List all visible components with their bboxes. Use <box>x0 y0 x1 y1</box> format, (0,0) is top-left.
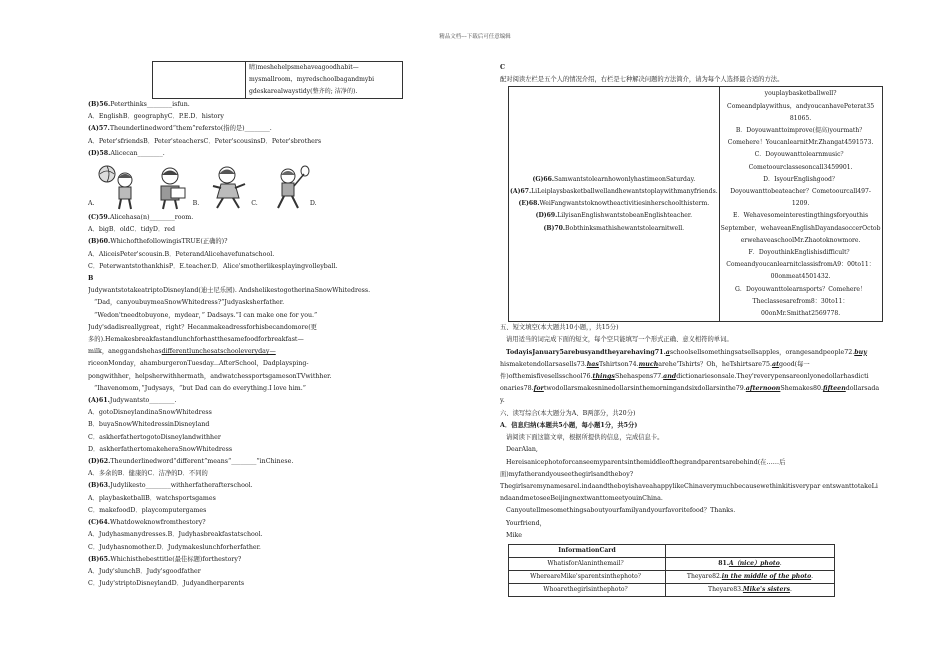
top-table-text-cell <box>246 62 403 99</box>
cloze-answer: for <box>533 385 544 393</box>
question-60 <box>88 236 488 248</box>
letter-line: Yourfriend， <box>506 519 546 527</box>
answer-num: (C)59. <box>88 214 110 222</box>
method-line: 81065. <box>789 114 812 122</box>
option-64: A．Judyhasmanydresses.B．Judyhasbreakfastatschool. <box>88 531 263 539</box>
cloze-text: TodayisJanuary5 <box>506 348 564 356</box>
section-b-heading: B <box>88 275 94 283</box>
section-6-title: 六、读写综合(本大题分为A、B两部分，共20分) <box>500 409 636 417</box>
girl-badminton-icon <box>264 164 310 210</box>
options-59: A．bigB．oldC．tidyD．red <box>88 226 176 234</box>
method-line: September，wehaveanEnglishDayandasoccerOctob <box>720 224 881 232</box>
story-line: “Dad，canyoubuymeaSnowWhitedress?”Judyasksherfather. <box>94 299 285 307</box>
person-text: LiLeiplaysbasketballwellandhewantstoplaywithmanyfriends. <box>531 188 718 196</box>
picture-option-a <box>88 164 143 210</box>
answer-prefix: Theyare83. <box>708 586 743 594</box>
method-line: C．Doyouwanttolearnmusic？ <box>754 151 847 159</box>
question-58 <box>88 148 488 160</box>
answer-num: (E)68. <box>518 200 540 208</box>
story-line: 多的).Hemakesbreakfastandlunchforhastthesamefoodforbreakfast— <box>88 336 304 344</box>
question-text: Judylikesto________withherfatherafterschool. <box>110 482 253 490</box>
option-label: A. <box>88 199 95 207</box>
letter-line: Hereisanicephotoforcanseemyparentsinthemiddleofthegrandparentsarebehind(在……后 <box>506 458 786 466</box>
option-61: B．buyaSnowWhitedressinDisneyland <box>88 421 210 429</box>
person-text: Bobthinksmathishewantstolearnitwell. <box>565 224 685 232</box>
method-line: youplaybasketballwell? <box>764 90 837 98</box>
answer-num: (A)57. <box>88 125 110 133</box>
info-card-answer-cell <box>666 570 835 583</box>
option-63: A．playbasketballB．watchsportsgames <box>88 494 216 502</box>
top-table-line: gdeskarealwaystidy(整齐的; 洁净的). <box>249 88 358 95</box>
info-card-row <box>509 557 835 570</box>
person-text: LilyisanEnglishwantstobeanEnglishteacher. <box>557 212 693 220</box>
info-card-question: WherearеMike'sparentsinthephoto？ <box>509 570 666 583</box>
picture-option-d <box>264 164 319 210</box>
page-header: 精品文档---下载后可任意编辑 <box>439 34 511 40</box>
options-62: A．多余的B．健康的C．洁净的D．不同的 <box>88 470 208 478</box>
answer-num: (B)65. <box>88 555 111 563</box>
answer-num: (A)67. <box>510 188 532 196</box>
option-label: C. <box>251 199 258 207</box>
section-6a-instruction: 请阅读下面这篇文章，根据所提供的信息，完成信息卡。 <box>506 434 664 442</box>
method-line: F．DoyouthinkEnglishisdifficult？ <box>748 249 853 257</box>
options-57: A．Peter'sfriendsB．Peter'steachersC．Peter'scousinsD．Peter'sbrothers <box>88 137 322 145</box>
girl-volleyball-icon <box>97 164 143 210</box>
cloze-text: arehe'Tshirts？Oh，heTshirtsare75. <box>658 360 773 368</box>
info-card-answer: A（nice）photo <box>728 560 780 568</box>
cloze-line <box>500 347 880 359</box>
information-card <box>508 544 835 597</box>
answer-prefix: 81. <box>718 560 729 568</box>
answer-num: (B)56. <box>88 101 111 108</box>
picture-option-b <box>147 164 202 210</box>
cloze-text: Shehaspens77. <box>614 373 664 381</box>
info-card-question: Whoarethegirlsinthephoto？ <box>509 583 666 596</box>
question-text: Whichisthebesttitle(最佳标题)forthestory? <box>110 555 242 563</box>
method-line: D．IsyourEnglishgood？ <box>763 175 839 183</box>
question-text: Alicecan________. <box>110 149 165 157</box>
story-line: Judy'sdadisreallygreat，right？Hecanmakeadressforhisbecandomore(更 <box>88 323 317 331</box>
method-line: Theclassesarefrom8：30to11： <box>752 297 849 305</box>
info-card-title: InformationCard <box>509 544 666 557</box>
cloze-text: Tshirtson74. <box>598 360 639 368</box>
question-57 <box>88 123 488 135</box>
cloze-text: hismaketendollarsasells73. <box>500 360 587 368</box>
top-table-empty-cell <box>153 62 246 99</box>
cloze-text: good(每一 <box>779 360 810 368</box>
method-line: 00onMr.Smithat2569778. <box>760 310 841 318</box>
right-column <box>500 62 880 597</box>
question-text: Theunderlinedword“different”means“________”inChinese. <box>110 458 294 466</box>
person-item <box>510 210 718 222</box>
question-64 <box>88 517 488 529</box>
top-table <box>152 61 403 99</box>
option-63: C．makefoodD．playcomputergames <box>88 506 207 514</box>
matching-methods-cell <box>719 87 882 322</box>
story-line: “Ihavenomom，”Judysays，“but Dad can do everything.I love him.” <box>94 384 306 392</box>
cloze-answer: things <box>592 373 615 381</box>
cloze-line <box>500 383 880 395</box>
option-label: D. <box>309 199 317 207</box>
answer-prefix: Theyare82. <box>686 573 722 581</box>
letter-line: Canyoutellmesomethingsaboutyourfamilyandyourfavoritefood？Thanks. <box>506 507 736 515</box>
left-column <box>88 62 488 590</box>
question-65 <box>88 554 488 566</box>
cloze-text: 件)ofthemisfivesellsschool76. <box>500 373 593 381</box>
story-line: riceonMonday，ahamburgeronTuesday...AfterSchool，Dadplaysping- <box>88 360 309 368</box>
person-item <box>510 223 718 235</box>
section-5-title: 五、短文填空(本大题共10小题，，共15分) <box>500 324 619 332</box>
person-text: SamwantstolearnhowonlyhastimeonSaturday. <box>554 175 696 183</box>
options-60-cd: C．PeterwantstothankhisP．E.teacher.D．Alice'smotherlikesplayingvolleyball. <box>88 262 338 270</box>
girl-reading-icon <box>147 164 193 210</box>
answer-num: (D)58. <box>88 149 111 157</box>
answer-num: (D)62. <box>88 458 111 466</box>
option-61: C．askherfathertogotoDisneylandwithher <box>88 433 221 441</box>
story-text: milk，aneggandshehas <box>88 348 162 356</box>
story-line: “Wedon'tneedtobuyone，mydear，” Dadsays.“I can make one for you.” <box>94 311 318 319</box>
letter-line: ndaandmetoseeBeijingnextwanttomeetyouinChina. <box>500 495 663 503</box>
answer-num: (D)69. <box>535 212 558 220</box>
answer-num: (G)66. <box>532 175 555 183</box>
info-card-answer: in the middle of the photo <box>721 573 812 581</box>
cloze-text: schoolsellsomethingsatsellsapples，orangesandpeople72. <box>669 348 855 356</box>
question-56 <box>88 99 488 111</box>
cloze-answer: at <box>772 360 780 368</box>
option-61: A．gotoDisneylandinaSnowWhitedress <box>88 409 212 417</box>
question-text: Judywantsto________. <box>109 397 177 405</box>
method-line: Cometoourclassesoncall3459901. <box>748 163 853 171</box>
answer-suffix: . <box>811 573 814 581</box>
option-label: B. <box>192 199 200 207</box>
picture-option-c <box>205 164 260 210</box>
question-text: Theunderlinedword“them”refersto(指的是)________. <box>109 125 272 133</box>
method-line: B．Doyouwanttoimprove(提高)yourmath？ <box>735 127 866 135</box>
answer-suffix: . <box>779 560 782 568</box>
letter-line: Mike <box>506 531 523 539</box>
info-card-row <box>509 583 835 596</box>
matching-people-cell <box>509 87 720 322</box>
person-item <box>510 186 718 198</box>
answer-num: (B)60. <box>88 238 111 246</box>
answer-num: (C)64. <box>88 519 110 527</box>
cloze-text: arebusyandtheyarehaving71. <box>563 348 666 356</box>
answer-num: (B)63. <box>88 482 111 490</box>
letter-line: DearAlan, <box>506 446 538 454</box>
section-6a-title: A．信息归纳(本题共5小题，每小题1分，共5分) <box>500 421 638 429</box>
cloze-line <box>500 371 880 383</box>
cloze-text: dictionariesonsale.They'reverypensareonlyonedollarhasdicti <box>676 373 869 381</box>
question-text: WhichofthefollowingisTRUE(正确的)? <box>110 238 228 246</box>
question-text: Alicehasa(n)________room. <box>109 214 194 222</box>
top-table-line: 睛)meshehelpsmehaveagoodhabit— <box>249 64 359 71</box>
method-line: erwehaveaschoolMr.Zhaotoknowmore. <box>740 236 861 244</box>
underlined-word: differentlunchesatschooleveryday— <box>161 348 276 356</box>
cloze-answer: much <box>638 360 659 368</box>
top-table-line: mysmallroom，myredschoolbagandmybi <box>249 76 375 83</box>
method-line: G．Doyouwanttolearnsports？Comehere！ <box>735 285 867 293</box>
method-line: 1209. <box>791 200 810 208</box>
info-card-question: WhatisforAlaninthemail？ <box>509 557 666 570</box>
story-line: pongwithher，helpsherwithhermath，andwatchessportsgamesonTVwithher. <box>88 372 332 380</box>
option-65: C．Judy'striptoDisneylandD．Judyandherparents <box>88 580 245 588</box>
cloze-answer: has <box>586 360 599 368</box>
cloze-line: y. <box>500 397 505 405</box>
option-65: A．Judy'slunchB．Judy'sgoodfather <box>88 567 201 575</box>
info-card-answer-cell <box>666 583 835 596</box>
answer-num: (B)70. <box>543 224 566 232</box>
info-card-answer: Mike's sisters <box>742 586 791 594</box>
method-line: Comehere！YoucanlearnitMr.Zhangat4591573. <box>727 139 874 147</box>
cloze-answer: fifteen <box>822 385 846 393</box>
letter-line: Thegirlsaremynamesarel.indaandtheboyishaveahappylikeChinaverymuchbecausewethinkitisverypar entswanttotakeLi <box>500 482 878 490</box>
question-62 <box>88 456 488 468</box>
section-c-heading: C <box>500 64 506 71</box>
method-line: ComeandyoucanlearnitclassisfromA9：00to11： <box>726 261 875 269</box>
method-line: 00onmeat4501432. <box>770 273 831 281</box>
girl-running-icon <box>205 164 251 210</box>
info-card-empty <box>666 544 835 557</box>
cloze-answer: and <box>663 373 677 381</box>
options-60-ab: A．AliceisPeter'scousin.B．PeterandAlicehavefunatschool. <box>88 250 275 258</box>
question-61 <box>88 395 488 407</box>
method-line: Comeandplaywithus，andyoucanhavePeterat35 <box>727 102 875 110</box>
question-63 <box>88 480 488 492</box>
cloze-answer: buy <box>854 348 867 356</box>
options-56: A．EnglishB．geographyC．P.E.D．history <box>88 113 224 121</box>
cloze-text: twodollarsmakesninedollarsinthemorningandsixdollarsinthe79. <box>543 385 746 393</box>
cloze-answer: a <box>665 348 670 356</box>
letter-line: 面)myfatherandyouseethegirlsandtheboy? <box>500 470 634 478</box>
cloze-text: onaries78. <box>500 385 534 393</box>
story-line <box>88 346 488 358</box>
cloze-answer: afternoon <box>745 385 781 393</box>
answer-num: (A)61. <box>88 397 110 405</box>
question-59 <box>88 212 488 224</box>
story-line: JudywantstotakeatriptoDisneyland(迪士尼乐园). AndshelikestogotherinaSnowWhitedress. <box>88 287 371 295</box>
matching-table <box>508 86 883 322</box>
option-64: C．Judyhasnomother.D．Judymakeslunchforherfather. <box>88 543 261 551</box>
cloze-text: Shemakes80. <box>780 385 823 393</box>
info-card-answer-cell <box>666 557 835 570</box>
section-c-instruction: 配对阅读左栏是五个人的情况介绍，右栏是七种解决问题的方法简介，请为每个人选择最合适的方法。 <box>500 76 784 84</box>
method-line: Doyouwanttobeateacher？Cometoourcall497- <box>730 188 871 196</box>
person-item <box>510 174 718 186</box>
cloze-line <box>500 359 880 371</box>
cloze-text: dollarsada <box>845 385 880 393</box>
section-5-instruction: 请用适当的词完成下面的短文，每个空只能填写一个形式正确、意义相符的单词。 <box>506 336 733 344</box>
question-text: Whatdoweknowfromthestory? <box>109 519 206 527</box>
method-line: E．Wehavesomeinterestingthingsforyouthis <box>733 212 869 220</box>
person-item <box>510 198 718 210</box>
info-card-row <box>509 570 835 583</box>
picture-options-58 <box>88 162 488 210</box>
option-61: D．askherfathertomakeheraSnowWhitedress <box>88 445 233 453</box>
person-text: WeiFangwantstoknowtheactivitiesinherschoolthisterm. <box>539 200 710 208</box>
question-text: Peterthinks________isfun. <box>110 101 190 108</box>
answer-suffix: . <box>790 586 792 594</box>
